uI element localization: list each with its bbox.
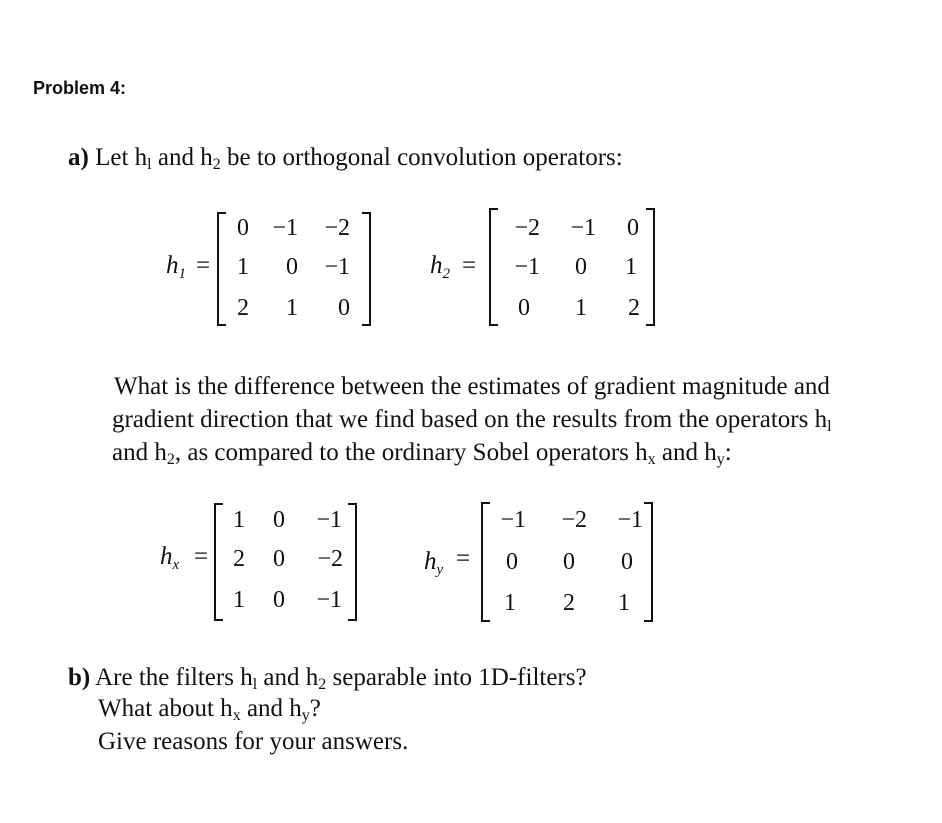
matrix-hx-cell: 0 — [273, 546, 285, 572]
matrix-h2-cell: 0 — [518, 295, 530, 321]
matrix-hx-equals: = — [194, 543, 209, 570]
part-a-label: a) — [68, 144, 89, 171]
matrix-h1-equals: = — [196, 252, 211, 279]
matrix-h2-cell: 1 — [625, 254, 637, 280]
matrix-hx-cell: 2 — [233, 546, 245, 572]
matrix-h1-cell: −1 — [272, 215, 298, 241]
matrix-hy-cell: 1 — [504, 590, 516, 616]
question-line-2: gradient direction that we find based on the results from the operators $h_l$ — [112, 406, 832, 435]
matrix-h2-cell: 0 — [575, 254, 587, 280]
matrix-hy-cell: 1 — [618, 590, 630, 616]
matrix-hx-cell: −2 — [317, 546, 343, 572]
matrix-h1-cell: 0 — [237, 215, 249, 241]
matrix-h1-cell: −1 — [324, 254, 350, 280]
matrix-h2-right-bracket — [646, 208, 655, 326]
matrix-h1-cell: 0 — [286, 254, 298, 280]
question-line-1: What is the difference between the estimates of gradient magnitude and — [114, 373, 830, 400]
matrix-h1-cell: 1 — [286, 295, 298, 321]
matrix-h2-cell: 1 — [575, 295, 587, 321]
matrix-hy-cell: −1 — [500, 507, 526, 533]
matrix-hx-cell: 1 — [233, 507, 245, 533]
problem-title: Problem 4: — [33, 78, 127, 98]
matrix-h2-cell: 0 — [627, 215, 639, 241]
matrix-h2-cell: 2 — [628, 295, 640, 321]
matrix-hx-right-bracket — [348, 503, 357, 621]
matrix-hx-label: $h_x$ — [160, 543, 180, 573]
part-a-intro — [68, 142, 623, 181]
matrix-hy-right-bracket — [644, 502, 653, 622]
matrix-h1-cell: −2 — [324, 215, 350, 241]
matrix-h1-cell: 0 — [338, 295, 350, 321]
matrix-h1-label: $h_1$ — [166, 252, 186, 282]
part-b-line-1-text: Are the filters $h_l$ and $h_2$ separable into 1D-filters? — [95, 664, 587, 693]
matrix-h1-right-bracket — [362, 212, 371, 326]
matrix-h2-label: $h_2$ — [430, 252, 450, 282]
matrix-hy-cell: −1 — [617, 507, 643, 533]
matrix-hy-cell: −2 — [561, 507, 587, 533]
part-a-intro-text: Let $h_l$ and $h_2$ be to orthogonal convolution operators: — [95, 144, 623, 173]
matrix-hy-cell: 0 — [506, 549, 518, 575]
matrix-hx-cell: 0 — [273, 507, 285, 533]
matrix-hy-cell: 2 — [563, 590, 575, 616]
matrix-h2-cell: −2 — [514, 215, 540, 241]
part-b-line-3: Give reasons for your answers. — [98, 728, 409, 755]
matrix-h2-equals: = — [462, 252, 477, 279]
matrix-hy-cell: 0 — [621, 549, 633, 575]
matrix-h1-cell: 2 — [237, 295, 249, 321]
matrix-hy-label: $h_y$ — [424, 548, 444, 578]
matrix-hy-cell: 0 — [563, 549, 575, 575]
part-b-label: b) — [68, 664, 91, 691]
matrix-hx-cell: 0 — [273, 587, 285, 613]
matrix-h2-cell: −1 — [570, 215, 596, 241]
question-line-3: and $h_2$, as compared to the ordinary Sobel operators $h_x$ and $h_y$: — [112, 439, 732, 468]
matrix-hx-cell: 1 — [233, 587, 245, 613]
matrix-h1-cell: 1 — [237, 254, 249, 280]
matrix-hx-cell: −1 — [316, 507, 342, 533]
matrix-h2-cell: −1 — [514, 254, 540, 280]
matrix-hx-cell: −1 — [316, 587, 342, 613]
matrix-hy-equals: = — [456, 545, 471, 572]
part-b-line-2: What about $h_x$ and $h_y$? — [98, 695, 321, 724]
